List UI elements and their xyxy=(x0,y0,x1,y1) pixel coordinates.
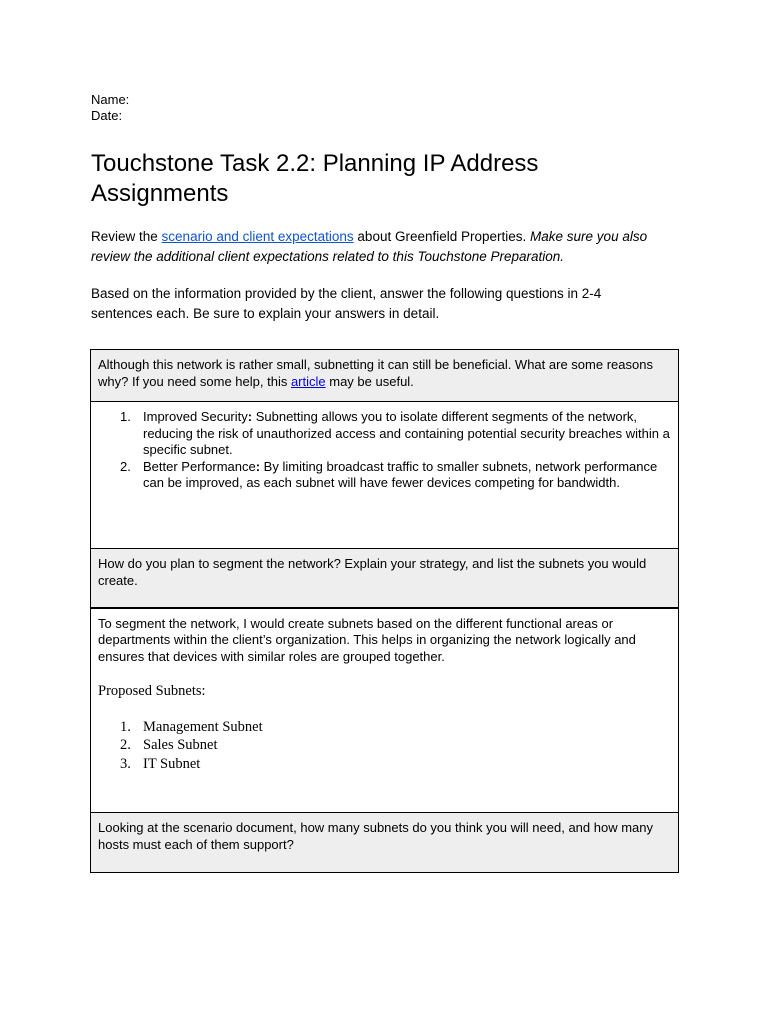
answer-cell-1[interactable] xyxy=(91,402,679,549)
scenario-link[interactable]: scenario and client expectations xyxy=(161,229,354,244)
page-title: Touchstone Task 2.2: Planning IP Address Assignments xyxy=(91,150,539,207)
item-label: Improved Security xyxy=(143,409,248,424)
benefits-list xyxy=(98,409,671,492)
question-1-suffix: may be useful. xyxy=(325,373,414,389)
item-text: Subnetting allows you to isolate different segments of the network, reducing the risk of unauthorized access and containing potential security breaches within a specific subnet. xyxy=(143,409,670,457)
intro-prefix: Review the xyxy=(91,229,162,244)
list-item xyxy=(98,718,671,737)
question-cell-1 xyxy=(91,350,679,402)
intro-paragraph xyxy=(91,227,679,266)
instructions-paragraph: Based on the information provided by the client, answer the following questions in 2-4 sentences each. Be sure to explain your answers in detail. xyxy=(91,286,602,321)
document-page xyxy=(91,92,679,324)
list-item xyxy=(98,459,671,492)
name-label: Name: xyxy=(91,92,130,107)
paragraph-spacer xyxy=(98,701,671,718)
list-number: 1. xyxy=(120,409,131,424)
date-label: Date: xyxy=(91,108,123,123)
subnet-name: Sales Subnet xyxy=(143,737,218,753)
item-colon: : xyxy=(255,458,261,474)
question-table xyxy=(90,349,679,873)
list-item xyxy=(98,736,671,755)
subnet-name: IT Subnet xyxy=(143,755,201,772)
answer-cell-2[interactable] xyxy=(91,608,679,813)
list-number: 3. xyxy=(120,755,131,772)
subnet-name: Management Subnet xyxy=(143,718,263,735)
list-item xyxy=(98,409,671,459)
subnets-list xyxy=(98,718,671,774)
answer-paragraph: To segment the network, I would create subnets based on the different functional areas or departments within the client’s organization. This helps in organizing the network logically and ensures that devices with similar roles are grouped together. xyxy=(98,615,636,664)
list-number: 2. xyxy=(120,737,131,753)
question-1-prefix: Although this network is rather small, subnetting it can still be beneficial. What are some reasons why? If you need some help, this xyxy=(98,357,653,389)
list-number: 1. xyxy=(120,718,131,735)
question-cell-3: Looking at the scenario document, how many subnets do you think you will need, and how many hosts must each of them support? xyxy=(91,813,679,873)
item-text: By limiting broadcast traffic to smaller subnets, network performance can be improved, as each subnet will have fewer devices competing for bandwidth. xyxy=(143,458,658,490)
subnets-heading: Proposed Subnets: xyxy=(98,683,206,699)
item-colon: : xyxy=(247,409,253,424)
article-link[interactable]: article xyxy=(290,373,326,389)
paragraph-spacer xyxy=(98,665,671,682)
question-cell-2: How do you plan to segment the network? Explain your strategy, and list the subnets you would create. xyxy=(91,549,679,608)
intro-middle: about Greenfield Properties. xyxy=(353,229,531,244)
intro-italic-note: Make sure you also review the additional client expectations related to this Touchstone Preparation. xyxy=(91,229,648,264)
list-item xyxy=(98,755,671,774)
list-number: 2. xyxy=(120,458,131,474)
item-label: Better Performance xyxy=(143,458,256,474)
